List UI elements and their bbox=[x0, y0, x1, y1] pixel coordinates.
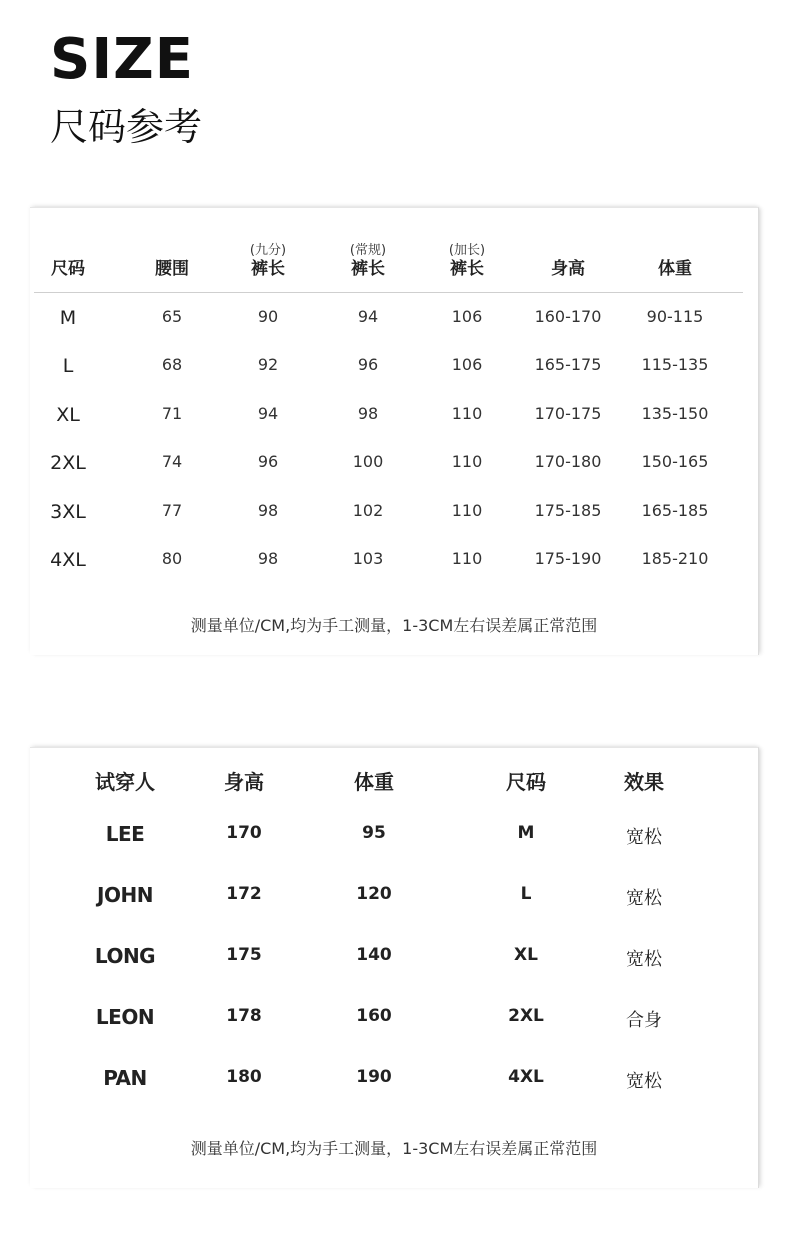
header-size: 尺码 bbox=[506, 770, 546, 794]
table-row: 3XL 77 98 102 110 175-185 165-185 bbox=[50, 501, 709, 523]
table-row: XL 71 94 98 110 170-175 135-150 bbox=[56, 404, 709, 426]
header-size: 尺码 bbox=[51, 258, 85, 279]
header-weight: 体重 bbox=[658, 258, 692, 279]
header-waist: 腰围 bbox=[155, 258, 189, 279]
header-divider bbox=[34, 292, 743, 293]
header-fit: 效果 bbox=[624, 770, 664, 794]
measurement-note: 测量单位/CM,均为手工测量，1-3CM左右误差属正常范围 bbox=[190, 1139, 598, 1158]
header-length-cropped: (九分) 裤长 bbox=[249, 242, 287, 279]
measurement-note: 测量单位/CM,均为手工测量，1-3CM左右误差属正常范围 bbox=[190, 616, 598, 635]
table-row: L 68 92 96 106 165-175 115-135 bbox=[62, 355, 709, 377]
header-height: 身高 bbox=[551, 258, 585, 279]
size-table-header bbox=[30, 238, 758, 292]
header-length-long: (加长) 裤长 bbox=[448, 242, 486, 279]
header-height: 身高 bbox=[224, 770, 264, 794]
tryon-card: 试穿人 身高 体重 尺码 效果 LEE 170 95 M 宽松 JOHN 172 120 L 宽松 LONG 175 140 XL 宽松 LEON 178 160 2XL 合身 PAN 180 190 4XL 宽松 测量单位/CM,均为手工测量，1-3CM左右误差属正常范围 bbox=[30, 747, 759, 1188]
page-subtitle: 尺码参考 bbox=[50, 105, 203, 149]
size-chart-card bbox=[30, 207, 759, 655]
table-row: 2XL 74 96 100 110 170-180 150-165 bbox=[50, 452, 709, 474]
table-row: M 65 90 94 106 160-170 90-115 bbox=[59, 307, 704, 329]
header-tester: 试穿人 bbox=[95, 770, 155, 794]
table-row: 4XL 80 98 103 110 175-190 185-210 bbox=[50, 549, 709, 571]
header-weight: 体重 bbox=[354, 770, 394, 794]
header-length-regular: (常规) 裤长 bbox=[349, 242, 387, 279]
page-title: SIZE bbox=[50, 27, 195, 92]
